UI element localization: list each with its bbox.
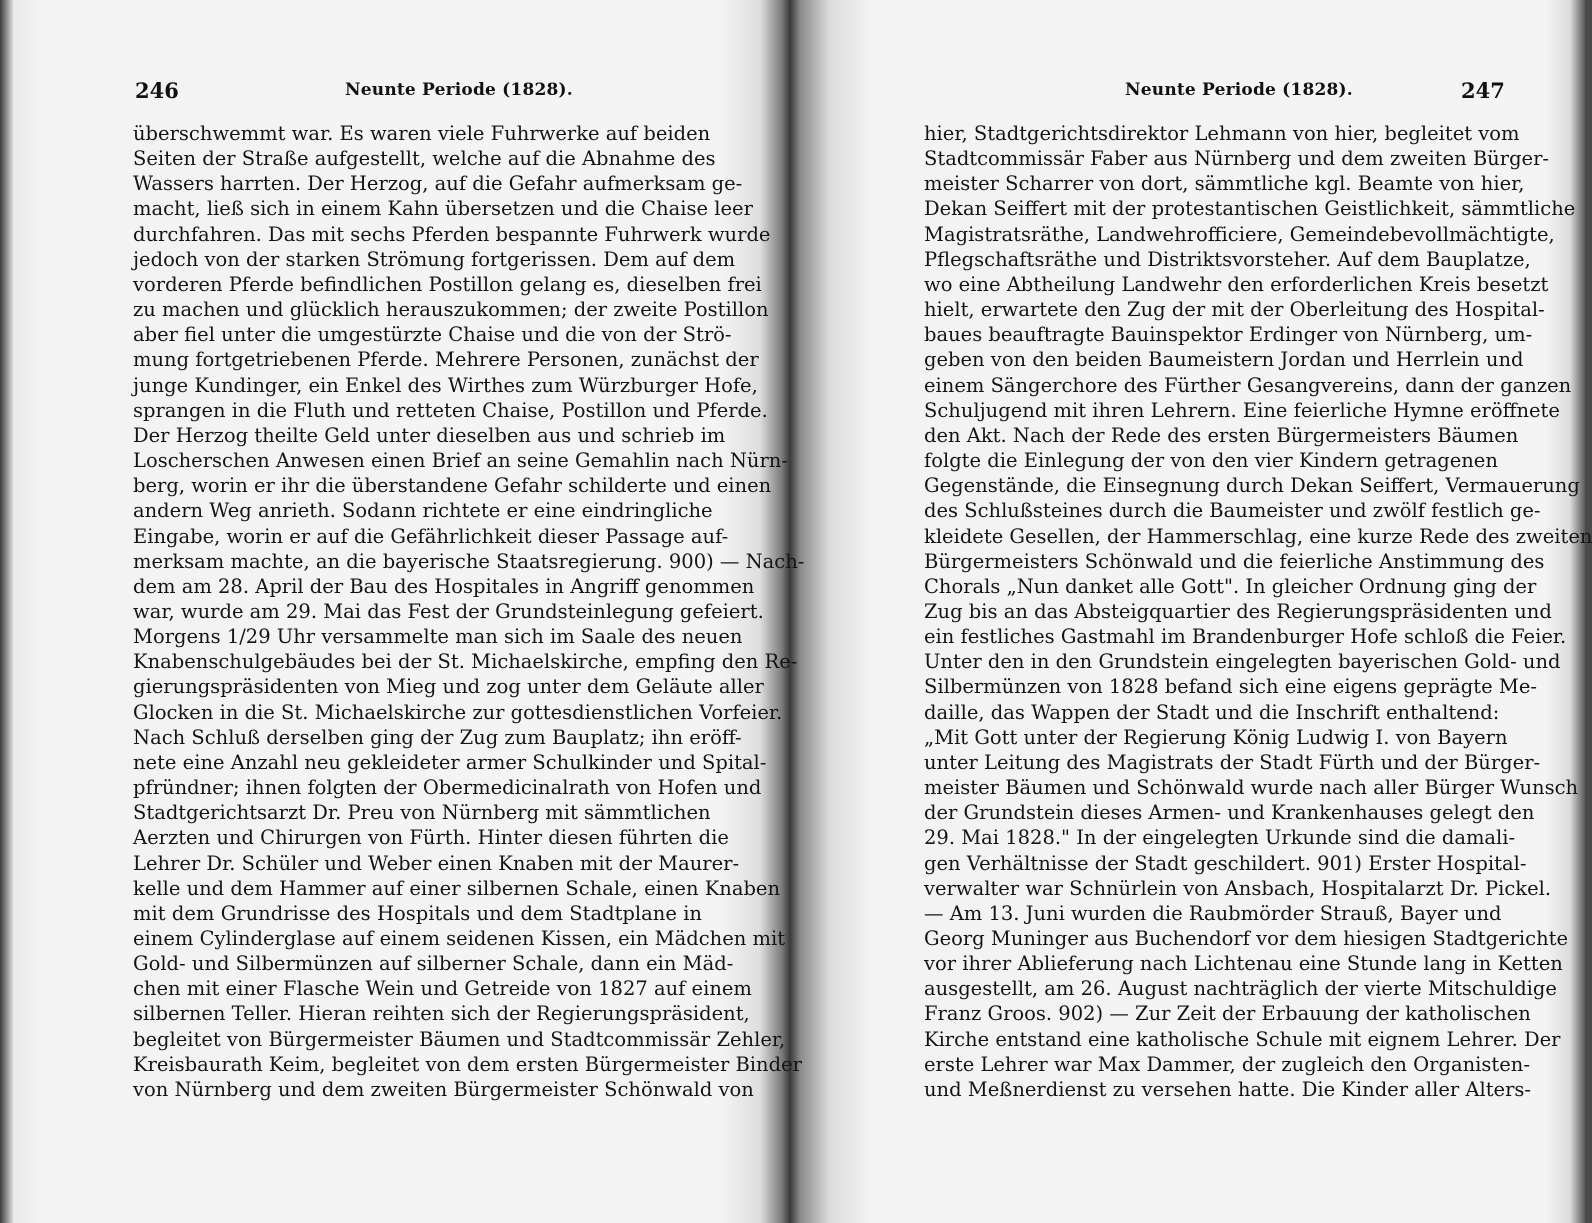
text-line: mit dem Grundrisse des Hospitals und dem Stadtplane in <box>133 901 702 925</box>
text-line: baues beauftragte Bauinspektor Erdinger von Nürnberg, um- <box>924 323 1533 347</box>
text-line: Wassers harrten. Der Herzog, auf die Gefahr aufmerksam ge- <box>133 172 743 196</box>
text-line: andern Weg anrieth. Sodann richtete er eine eindringliche <box>133 499 713 523</box>
text-line: folgte die Einlegung der von den vier Kindern getragenen <box>924 449 1498 473</box>
text-line: macht, ließ sich in einem Kahn übersetzen und die Chaise leer <box>133 197 753 221</box>
page-number: 247 <box>1461 78 1505 103</box>
text-line: Gold- und Silbermünzen auf silberner Schale, dann ein Mäd- <box>133 952 734 976</box>
text-line: ein festliches Gastmahl im Brandenburger Hofe schloß die Feier. <box>924 625 1567 649</box>
text-line: Eingabe, worin er auf die Gefährlichkeit dieser Passage auf- <box>133 524 729 548</box>
text-line: pfründner; ihnen folgten der Obermedicinalrath von Hofen und <box>133 776 762 800</box>
text-line: Bürgermeisters Schönwald und die feierliche Anstimmung des <box>924 549 1545 573</box>
text-line: vor ihrer Ablieferung nach Lichtenau eine Stunde lang in Ketten <box>924 952 1563 976</box>
text-line: silbernen Teller. Hieran reihten sich der Regierungspräsident, <box>133 1002 750 1026</box>
text-line: Dekan Seiffert mit der protestantischen Geistlichkeit, sämmtliche <box>924 197 1576 221</box>
text-line: aber fiel unter die umgestürzte Chaise und die von der Strö- <box>133 323 732 347</box>
text-line: geben von den beiden Baumeistern Jordan und Herrlein und <box>924 348 1524 372</box>
right-page <box>790 0 1592 1223</box>
text-line: den Akt. Nach der Rede des ersten Bürgermeisters Bäumen <box>924 423 1519 447</box>
text-line: war, wurde am 29. Mai das Fest der Grundsteinlegung gefeiert. <box>133 599 764 623</box>
text-line: Lehrer Dr. Schüler und Weber einen Knaben mit der Maurer- <box>133 851 740 875</box>
running-head: Neunte Periode (1828). <box>345 80 573 100</box>
text-line: Kreisbaurath Keim, begleitet von dem ersten Bürgermeister Binder <box>133 1052 802 1076</box>
text-line: Seiten der Straße aufgestellt, welche auf die Abnahme des <box>133 147 716 171</box>
text-line: Franz Groos. 902) — Zur Zeit der Erbauung der katholischen <box>924 1002 1531 1026</box>
text-line: Gegenstände, die Einsegnung durch Dekan Seiffert, Vermauerung <box>924 474 1580 498</box>
text-line: Glocken in die St. Michaelskirche zur gottesdienstlichen Vorfeier. <box>133 700 783 724</box>
text-line: Pflegschaftsräthe und Distriktsvorsteher. Auf dem Bauplatze, <box>924 247 1531 271</box>
text-line: hielt, erwartete den Zug der mit der Oberleitung des Hospital- <box>924 298 1545 322</box>
text-line: unter Leitung des Magistrats der Stadt Fürth und der Bürger- <box>924 750 1541 774</box>
text-line: erste Lehrer war Max Dammer, der zugleich den Organisten- <box>924 1052 1530 1076</box>
text-line: kelle und dem Hammer auf einer silbernen Schale, einen Knaben <box>133 876 781 900</box>
text-line: chen mit einer Flasche Wein und Getreide von 1827 auf einem <box>133 977 752 1001</box>
text-line: Der Herzog theilte Geld unter dieselben aus und schrieb im <box>133 423 726 447</box>
text-line: Magistratsräthe, Landwehrofficiere, Gemeindebevollmächtigte, <box>924 222 1555 246</box>
body-text <box>133 121 805 1102</box>
text-line: Nach Schluß derselben ging der Zug zum Bauplatz; ihn eröff- <box>133 725 742 749</box>
text-line: Kirche entstand eine katholische Schule mit eignem Lehrer. Der <box>924 1027 1561 1051</box>
page-number: 246 <box>135 78 179 103</box>
text-line: mung fortgetriebenen Pferde. Mehrere Personen, zunächst der <box>133 348 759 372</box>
text-line: durchfahren. Das mit sechs Pferden bespannte Fuhrwerk wurde <box>133 222 771 246</box>
text-line: zu machen und glücklich herauszukommen; der zweite Postillon <box>133 298 769 322</box>
text-line: des Schlußsteines durch die Baumeister und zwölf festlich ge- <box>924 499 1541 523</box>
text-line: wo eine Abtheilung Landwehr den erforderlichen Kreis besetzt <box>924 272 1549 296</box>
text-line: Aerzten und Chirurgen von Fürth. Hinter diesen führten die <box>133 826 729 850</box>
text-line: nete eine Anzahl neu gekleideter armer Schulkinder und Spital- <box>133 750 767 774</box>
text-line: Unter den in den Grundstein eingelegten bayerischen Gold- und <box>924 650 1561 674</box>
text-line: vorderen Pferde befindlichen Postillon gelang es, dieselben frei <box>133 272 762 296</box>
text-line: Loscherschen Anwesen einen Brief an seine Gemahlin nach Nürn- <box>133 449 788 473</box>
text-line: überschwemmt war. Es waren viele Fuhrwerke auf beiden <box>133 122 711 145</box>
text-line: Silbermünzen von 1828 befand sich eine eigens geprägte Me- <box>924 675 1537 699</box>
text-line: Stadtgerichtsarzt Dr. Preu von Nürnberg mit sämmtlichen <box>133 801 711 825</box>
text-line: Stadtcommissär Faber aus Nürnberg und dem zweiten Bürger- <box>924 147 1549 171</box>
text-line: einem Sängerchore des Fürther Gesangvereins, dann der ganzen <box>924 373 1572 397</box>
text-line: — Am 13. Juni wurden die Raubmörder Strauß, Bayer und <box>924 901 1502 925</box>
body-text <box>924 121 1592 1102</box>
text-line: ausgestellt, am 26. August nachträglich der vierte Mitschuldige <box>924 977 1557 1001</box>
text-line: von Nürnberg und dem zweiten Bürgermeister Schönwald von <box>133 1077 754 1101</box>
text-line: Georg Muninger aus Buchendorf vor dem hiesigen Stadtgerichte <box>924 927 1569 950</box>
text-line: hier, Stadtgerichtsdirektor Lehmann von hier, begleitet vom <box>924 122 1520 145</box>
text-line: Morgens 1/29 Uhr versammelte man sich im Saale des neuen <box>133 625 743 649</box>
text-line: 29. Mai 1828." In der eingelegten Urkunde sind die damali- <box>924 826 1516 850</box>
text-line: meister Scharrer von dort, sämmtliche kgl. Beamte von hier, <box>924 172 1525 196</box>
text-line: begleitet von Bürgermeister Bäumen und Stadtcommissär Zehler, <box>133 1027 786 1051</box>
text-line: kleidete Gesellen, der Hammerschlag, eine kurze Rede des zweiten <box>924 524 1592 548</box>
text-line: berg, worin er ihr die überstandene Gefahr schilderte und einen <box>133 474 772 498</box>
text-line: Knabenschulgebäudes bei der St. Michaelskirche, empfing den Re- <box>133 650 798 674</box>
text-line: daille, das Wappen der Stadt und die Inschrift enthaltend: <box>924 700 1500 724</box>
running-head: Neunte Periode (1828). <box>1125 80 1353 100</box>
text-line: sprangen in die Fluth und retteten Chaise, Postillon und Pferde. <box>133 398 768 422</box>
text-line: der Grundstein dieses Armen- und Krankenhauses gelegt den <box>924 801 1535 825</box>
text-line: junge Kundinger, ein Enkel des Wirthes zum Würzburger Hofe, <box>133 373 758 397</box>
text-line: verwalter war Schnürlein von Ansbach, Hospitalarzt Dr. Pickel. <box>924 876 1552 900</box>
text-line: einem Cylinderglase auf einem seidenen Kissen, ein Mädchen mit <box>133 927 786 950</box>
text-line: meister Bäumen und Schönwald wurde nach aller Bürger Wunsch <box>924 776 1579 800</box>
text-line: Zug bis an das Absteigquartier des Regierungspräsidenten und <box>924 599 1552 623</box>
text-line: merksam machte, an die bayerische Staatsregierung. 900) — Nach- <box>133 549 805 573</box>
text-line: jedoch von der starken Strömung fortgerissen. Dem auf dem <box>133 247 736 271</box>
text-line: „Mit Gott unter der Regierung König Ludwig I. von Bayern <box>924 725 1508 749</box>
text-line: Chorals „Nun danket alle Gott". In gleicher Ordnung ging der <box>924 574 1537 598</box>
text-line: gen Verhältnisse der Stadt geschildert. 901) Erster Hospital- <box>924 851 1527 875</box>
text-line: gierungspräsidenten von Mieg und zog unter dem Geläute aller <box>133 675 764 699</box>
text-line: und Meßnerdienst zu versehen hatte. Die Kinder aller Alters- <box>924 1077 1532 1101</box>
text-line: Schuljugend mit ihren Lehrern. Eine feierliche Hymne eröffnete <box>924 398 1560 422</box>
text-line: dem am 28. April der Bau des Hospitales in Angriff genommen <box>133 574 755 598</box>
